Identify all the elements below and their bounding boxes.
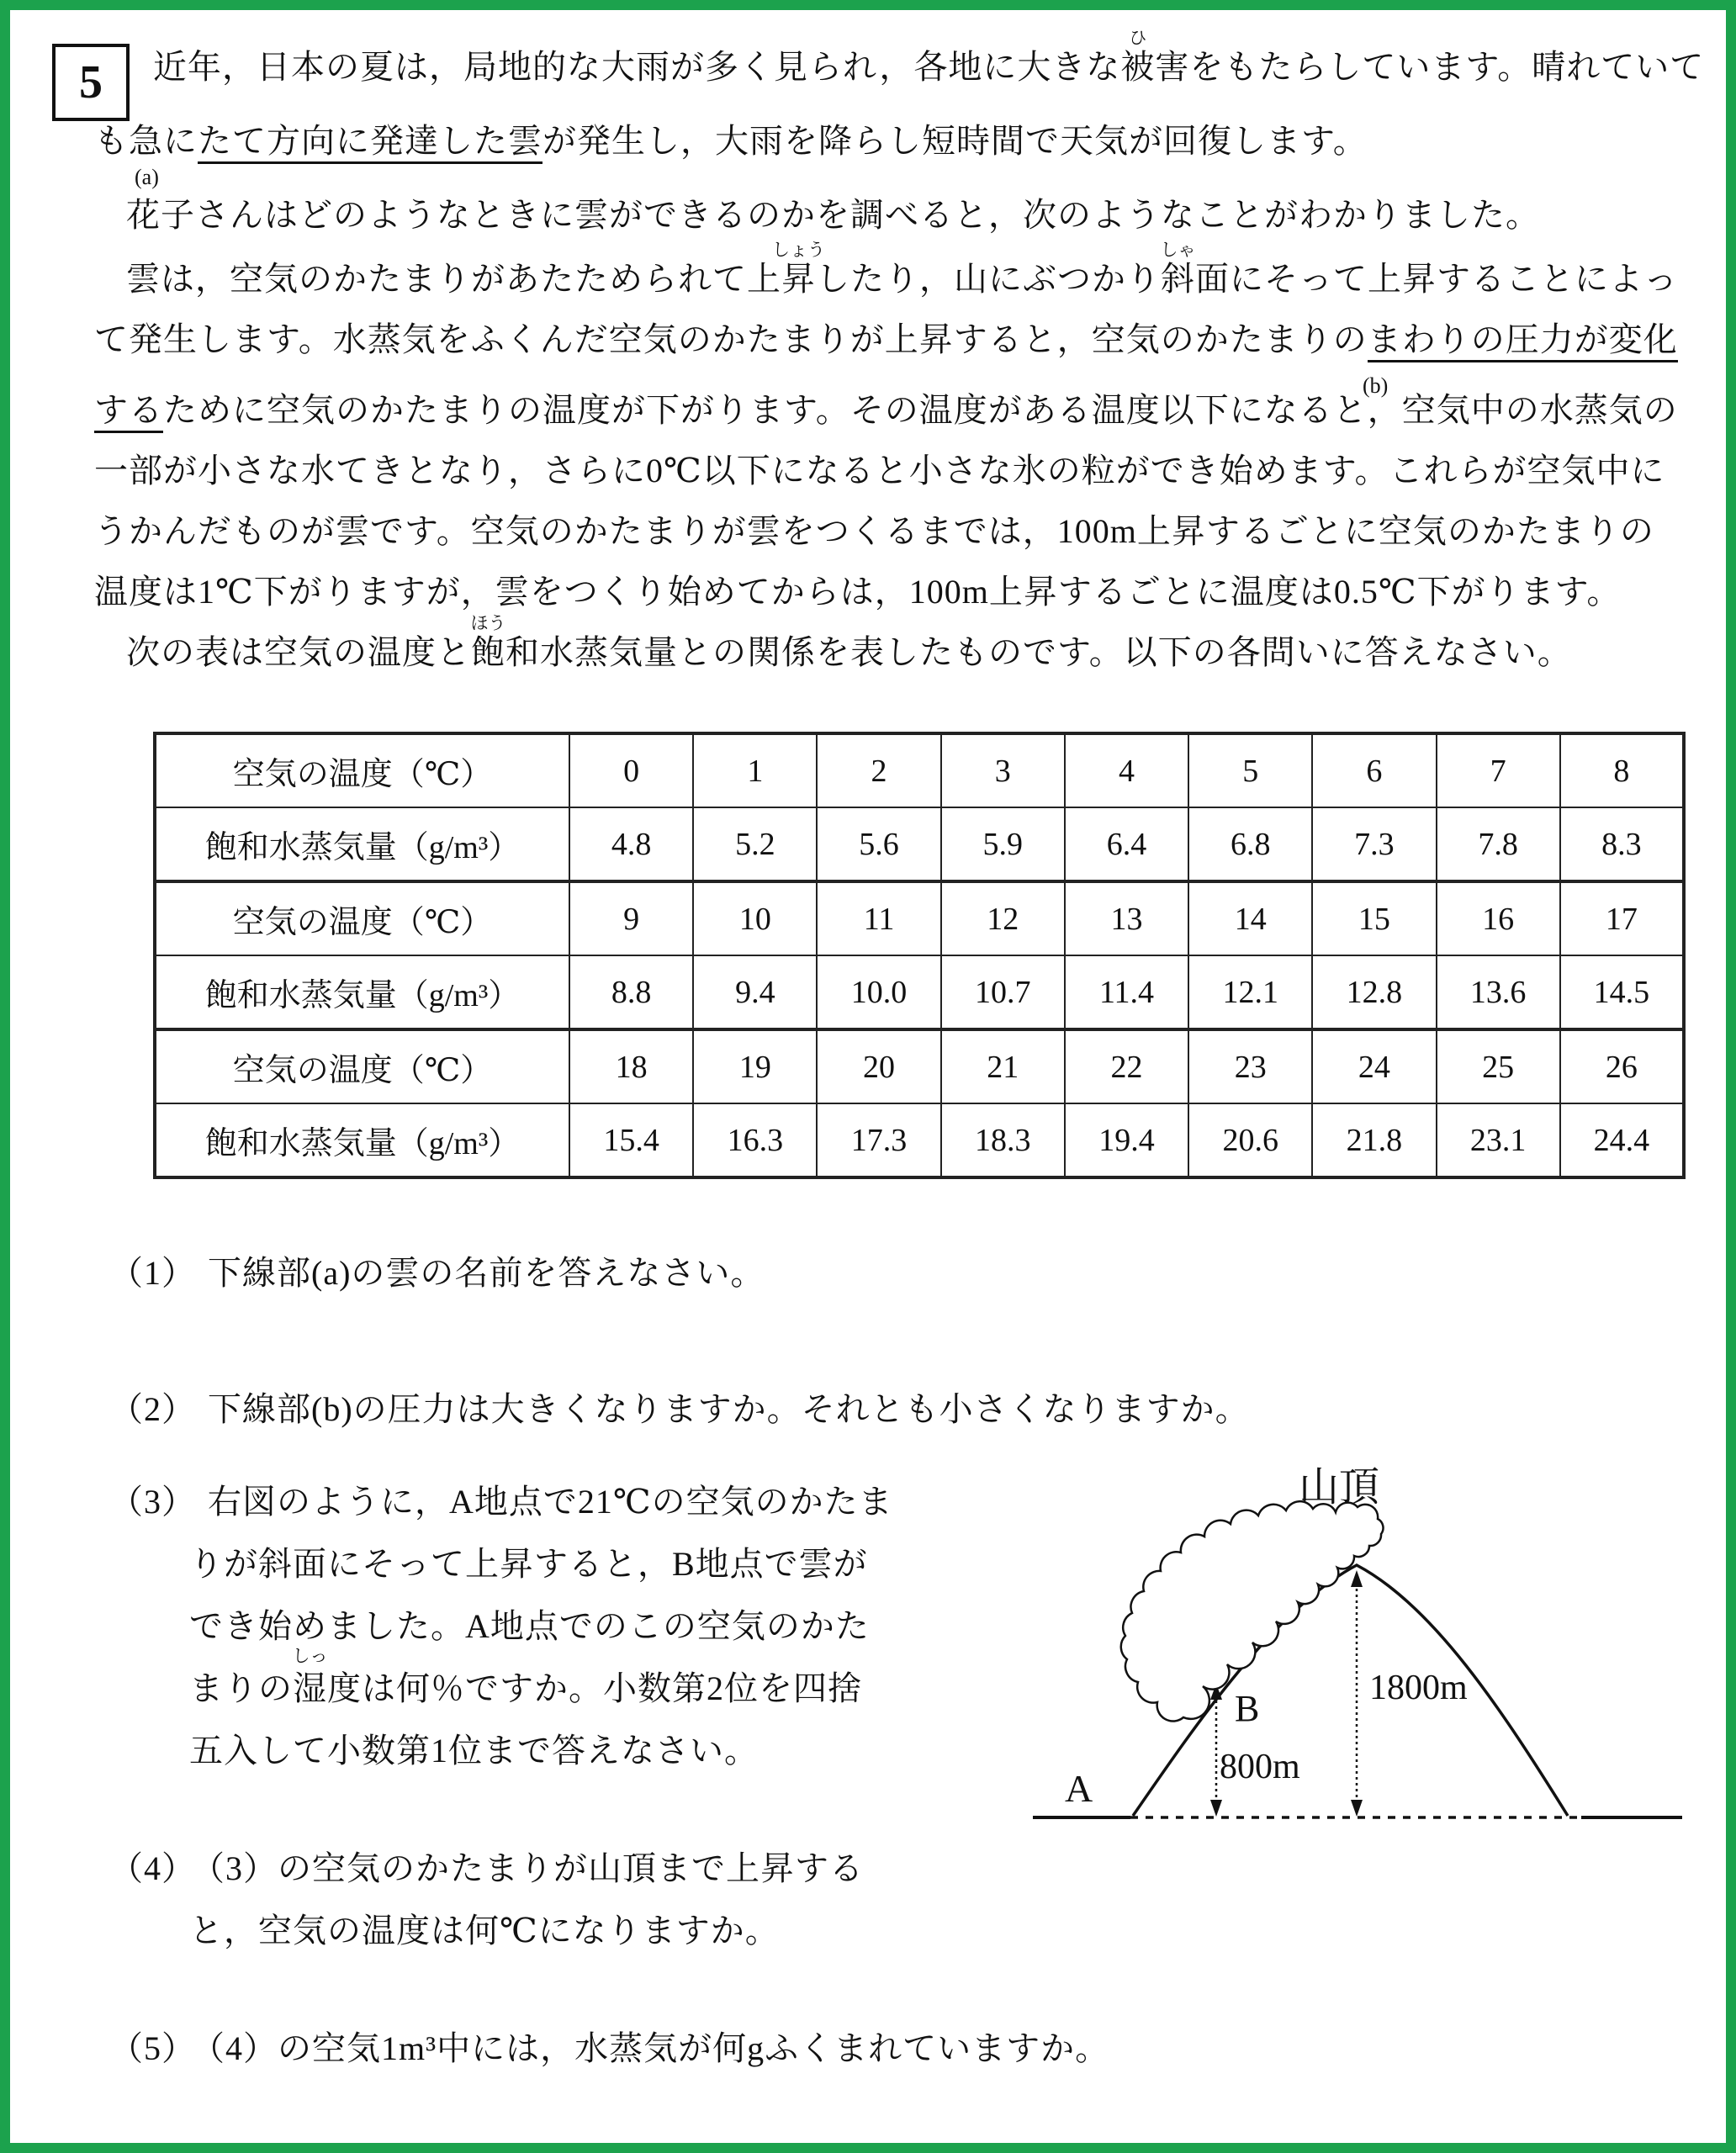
cell: 13.6 — [1437, 955, 1560, 1029]
question-5 — [109, 2022, 1109, 2070]
summit-height-arrow-down — [1351, 1800, 1363, 1817]
cell: 6 — [1312, 733, 1436, 807]
cell: 19 — [693, 1029, 817, 1103]
point-b-height-arrow-down — [1210, 1800, 1222, 1817]
furigana-sha: しゃ — [1160, 240, 1196, 260]
table-row — [155, 733, 1684, 807]
cell: 10.7 — [941, 955, 1065, 1029]
row-header: 空気の温度（℃） — [155, 733, 569, 807]
cell: 7 — [1437, 733, 1560, 807]
table-row — [155, 1103, 1684, 1177]
cell: 8 — [1560, 733, 1684, 807]
cell: 14.5 — [1560, 955, 1684, 1029]
intro-line-1 — [153, 28, 1705, 87]
ruby-hou — [470, 613, 506, 673]
cell: 11.4 — [1065, 955, 1188, 1029]
intro-line-5 — [94, 320, 1678, 360]
cell: 21 — [941, 1029, 1065, 1103]
cell: 15.4 — [569, 1103, 693, 1177]
intro-line-4-mid: したり，山にぶつかり — [816, 260, 1161, 298]
cell: 22 — [1065, 1029, 1188, 1103]
cell: 24.4 — [1560, 1103, 1684, 1177]
cell: 11 — [817, 881, 940, 955]
mountain-diagram-svg — [1003, 1440, 1726, 1844]
cell: 2 — [817, 733, 940, 807]
question-4-text-2: と，空気の温度は何℃になりますか。 — [189, 1912, 780, 1949]
cell: 10 — [693, 881, 817, 955]
cell: 5.9 — [941, 807, 1065, 881]
intro-line-3 — [126, 195, 1540, 235]
question-3-line-3 — [189, 1600, 870, 1648]
cell: 4 — [1065, 733, 1188, 807]
question-3-number: （3） — [109, 1483, 196, 1521]
cell: 18 — [569, 1029, 693, 1103]
cell: 13 — [1065, 881, 1188, 955]
furigana-shou: しょう — [772, 240, 825, 260]
cell: 7.8 — [1437, 807, 1560, 881]
question-4-text-1: （3）の空気のかたまりが山頂まで上昇する — [208, 1849, 864, 1887]
intro-line-5-pre: て発生します。水蒸気をふくんだ空気のかたまりが上昇すると，空気のかたまりの — [94, 320, 1368, 358]
question-4-number: （4） — [109, 1849, 196, 1887]
intro-line-10-pre: 次の表は空気の温度と — [126, 633, 471, 671]
height-b-label: 800m — [1220, 1748, 1300, 1786]
table-row — [155, 881, 1684, 955]
cell: 5.2 — [693, 807, 817, 881]
question-4-line-1 — [109, 1842, 864, 1890]
question-5-text: （4）の空気1m³中には，水蒸気が何gふくまれていますか。 — [208, 2029, 1110, 2067]
cell: 3 — [941, 733, 1065, 807]
row-header: 空気の温度（℃） — [155, 1029, 569, 1103]
intro-line-1-tail: 害をもたらしています。晴れていて — [1155, 48, 1705, 86]
furigana-hi: ひ — [1129, 28, 1147, 48]
intro-line-10-tail: 和水蒸気量との関係を表したものです。以下の各問いに答えなさい。 — [505, 633, 1572, 671]
intro-line-4-tail: 面にそって上昇することによっ — [1195, 260, 1678, 298]
cell: 0 — [569, 733, 693, 807]
cell: 17.3 — [817, 1103, 940, 1177]
row-header: 空気の温度（℃） — [155, 881, 569, 955]
cell: 21.8 — [1312, 1103, 1436, 1177]
intro-line-9 — [94, 572, 1621, 612]
height-summit-label: 1800m — [1369, 1669, 1468, 1707]
cell: 12.1 — [1188, 955, 1312, 1029]
question-4-line-2 — [189, 1904, 780, 1952]
cell: 16.3 — [693, 1103, 817, 1177]
question-3-text-5: 五入して小数第1位まで答えなさい。 — [189, 1732, 759, 1769]
saturation-vapor-table — [153, 732, 1686, 1179]
cell: 7.3 — [1312, 807, 1436, 881]
cell: 5 — [1188, 733, 1312, 807]
question-3-line-1 — [109, 1475, 893, 1523]
underline-b-text: まわりの圧力が変化 — [1368, 320, 1678, 362]
table-row — [155, 955, 1684, 1029]
problem-number-box — [52, 44, 130, 121]
cell: 15 — [1312, 881, 1436, 955]
cell: 23 — [1188, 1029, 1312, 1103]
underline-b-text-2: する — [94, 391, 163, 433]
intro-line-6-tail: ために空気のかたまりの温度が下がります。その温度がある温度以下になると，空気中の水蒸気の — [163, 391, 1678, 429]
intro-line-7-text: 一部が小さな水てきとなり，さらに0℃以下になると小さな氷の粒ができ始めます。これらが空気中に — [94, 452, 1665, 489]
summit-label: 山頂 — [1298, 1465, 1380, 1510]
point-b-label: B — [1235, 1688, 1260, 1729]
ruby-hi — [1120, 28, 1156, 87]
intro-line-4-pre: 雲は，空気のかたまりがあたためられて上 — [126, 260, 781, 298]
cell: 5.6 — [817, 807, 940, 881]
row-header: 飽和水蒸気量（g/m³） — [155, 807, 569, 881]
intro-line-2-tail: が発生し，大雨を降らし短時間で天気が回復します。 — [542, 122, 1368, 160]
cell: 17 — [1560, 881, 1684, 955]
ruby-base-shitsu: 湿 — [293, 1669, 327, 1707]
intro-line-10 — [126, 613, 1572, 673]
cell: 9 — [569, 881, 693, 955]
row-header: 飽和水蒸気量（g/m³） — [155, 955, 569, 1029]
cell: 20.6 — [1188, 1103, 1312, 1177]
cell: 20 — [817, 1029, 940, 1103]
intro-line-2-pre: も急に — [94, 122, 198, 160]
question-3-line-2 — [189, 1537, 868, 1585]
cell: 9.4 — [693, 955, 817, 1029]
row-header: 飽和水蒸気量（g/m³） — [155, 1103, 569, 1177]
cell: 1 — [693, 733, 817, 807]
table-row — [155, 1029, 1684, 1103]
ruby-base-shou: 昇 — [781, 260, 816, 298]
intro-line-8-text: うかんだものが雲です。空気のかたまりが雲をつくるまでは，100m上昇するごとに空気のかたまりの — [94, 512, 1654, 550]
ruby-base-hou: 飽 — [471, 633, 505, 671]
question-2-number: （2） — [109, 1390, 196, 1428]
intro-line-1-text: 近年，日本の夏は，局地的な大雨が多く見られ，各地に大きな — [153, 48, 1121, 86]
question-1-text: 下線部(a)の雲の名前を答えなさい。 — [208, 1254, 765, 1292]
cell: 24 — [1312, 1029, 1436, 1103]
intro-line-7 — [94, 451, 1665, 491]
cell: 4.8 — [569, 807, 693, 881]
cell: 14 — [1188, 881, 1312, 955]
intro-line-6 — [94, 390, 1678, 431]
ruby-shitsu — [292, 1646, 328, 1710]
intro-line-8 — [94, 511, 1654, 552]
intro-line-4 — [126, 240, 1678, 299]
question-5-number: （5） — [109, 2029, 196, 2067]
question-3-text-3: でき始めました。A地点でのこの空気のかた — [189, 1607, 870, 1645]
cell: 8.8 — [569, 955, 693, 1029]
intro-line-9-text: 温度は1℃下がりますが，雲をつくり始めてからは，100m上昇するごとに温度は0.5℃下がります。 — [94, 573, 1622, 611]
cell: 19.4 — [1065, 1103, 1188, 1177]
question-3-line-5 — [189, 1724, 759, 1772]
question-3-text-4a: まりの — [189, 1669, 293, 1707]
furigana-shitsu: しっ — [292, 1646, 328, 1666]
marker-b: (b) — [1363, 373, 1389, 398]
table-row — [155, 807, 1684, 881]
cell: 6.4 — [1065, 807, 1188, 881]
summit-height-arrow-up — [1351, 1570, 1363, 1587]
cell: 12.8 — [1312, 955, 1436, 1029]
furigana-hou: ほう — [470, 613, 506, 633]
problem-number: 5 — [79, 56, 103, 108]
question-3-line-4 — [189, 1646, 862, 1710]
question-2-text: 下線部(b)の圧力は大きくなりますか。それとも小さくなりますか。 — [208, 1390, 1250, 1428]
question-3-text-4b: 度は何％ですか。小数第2位を四捨 — [327, 1669, 862, 1707]
ruby-shou — [772, 240, 825, 299]
cell: 16 — [1437, 881, 1560, 955]
question-3-text-1: 右図のように，A地点で21℃の空気のかたま — [208, 1483, 893, 1521]
cell: 26 — [1560, 1029, 1684, 1103]
marker-a: (a) — [135, 165, 159, 189]
question-3-text-2: りが斜面にそって上昇すると，B地点で雲が — [189, 1545, 868, 1583]
underline-a-text: たて方向に発達した雲 — [198, 122, 542, 164]
question-1 — [109, 1246, 765, 1294]
cell: 8.3 — [1560, 807, 1684, 881]
cell: 6.8 — [1188, 807, 1312, 881]
ruby-sha — [1160, 240, 1196, 299]
question-1-number: （1） — [109, 1254, 196, 1292]
cell: 25 — [1437, 1029, 1560, 1103]
question-2 — [109, 1383, 1250, 1431]
cell: 18.3 — [941, 1103, 1065, 1177]
intro-line-3-text: 花子さんはどのようなときに雲ができるのかを調べると，次のようなことがわかりました。 — [126, 196, 1540, 234]
mountain-diagram — [1003, 1440, 1726, 1844]
cell: 12 — [941, 881, 1065, 955]
ruby-base-sha: 斜 — [1161, 260, 1195, 298]
point-a-label: A — [1065, 1767, 1093, 1810]
cell: 23.1 — [1437, 1103, 1560, 1177]
ruby-base-hi: 被 — [1120, 48, 1156, 86]
intro-line-2 — [94, 121, 1368, 161]
cell: 10.0 — [817, 955, 940, 1029]
